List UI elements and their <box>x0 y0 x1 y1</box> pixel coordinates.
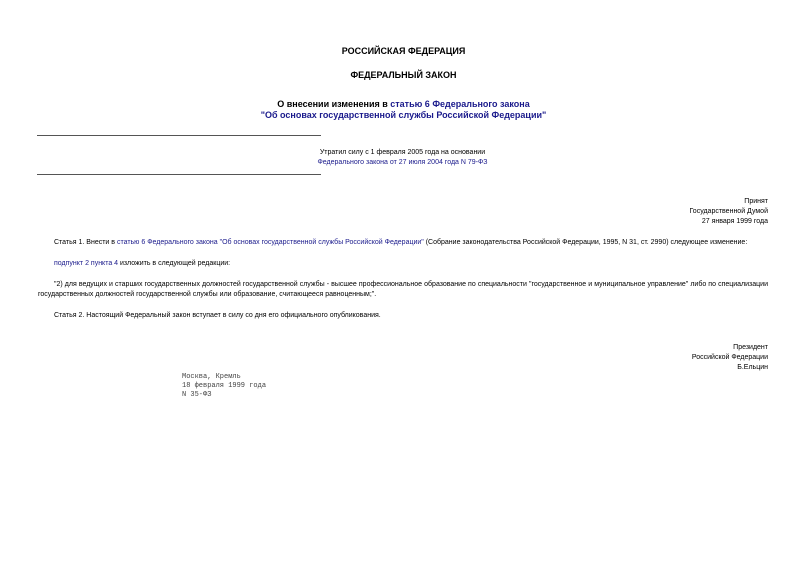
date-line: 18 февраля 1999 года <box>182 382 267 390</box>
subpoint-link[interactable]: подпункт 2 пункта 4 <box>54 260 119 267</box>
country-heading: РОССИЙСКАЯ ФЕДЕРАЦИЯ <box>341 46 466 56</box>
subpoint-line <box>54 259 768 269</box>
article-1 <box>54 238 768 248</box>
adoption-line3: 27 января 1999 года <box>701 218 768 225</box>
law-type-heading: ФЕДЕРАЛЬНЫЙ ЗАКОН <box>350 70 457 80</box>
top-divider <box>37 135 321 136</box>
law-number-line: N 35-ФЗ <box>182 391 212 399</box>
adoption-line1: Принят <box>744 198 768 205</box>
signature-title: Президент <box>733 344 768 351</box>
quoted-amendment: "2) для ведущих и старших государственных должностей государственной службы - высшее профессиональное образование по специальности "государственное и муниципальное управление" либо по специализации государственных должностей государственной службы или образование, считающееся равноценным;". <box>38 281 768 298</box>
status-box <box>310 148 495 168</box>
bottom-divider <box>37 174 321 175</box>
article-1-link[interactable]: статью 6 Федерального закона "Об основах государственной службы Российской Федерации" <box>116 239 424 246</box>
status-text: Утратил силу с 1 февраля 2005 года на основании <box>319 149 486 156</box>
law-title <box>0 99 807 109</box>
law-title-prefix: О внесении изменения в <box>277 99 391 109</box>
adoption-line2: Государственной Думой <box>689 208 768 215</box>
subpoint-suffix: изложить в следующей редакции: <box>118 260 231 267</box>
status-link[interactable]: Федерального закона от 27 июля 2004 года N 79-ФЗ <box>317 159 488 166</box>
law-title-line2-link[interactable]: "Об основах государственной службы Российской Федерации" <box>260 110 547 120</box>
article-1-suffix: (Собрание законодательства Российской Федерации, 1995, N 31, ст. 2990) следующее изменение: <box>423 239 748 246</box>
law-title-link[interactable]: статью 6 Федерального закона <box>390 99 530 109</box>
signature-org: Российской Федерации <box>691 354 768 361</box>
article-2: Статья 2. Настоящий Федеральный закон вступает в силу со дня его официального опубликования. <box>54 312 381 319</box>
signature-name: Б.Ельцин <box>737 364 768 371</box>
place-line: Москва, Кремль <box>182 373 241 381</box>
place-date-block <box>182 373 382 400</box>
adoption-block <box>560 197 768 227</box>
article-1-prefix: Статья 1. Внести в <box>54 239 117 246</box>
signature-block <box>560 343 768 373</box>
